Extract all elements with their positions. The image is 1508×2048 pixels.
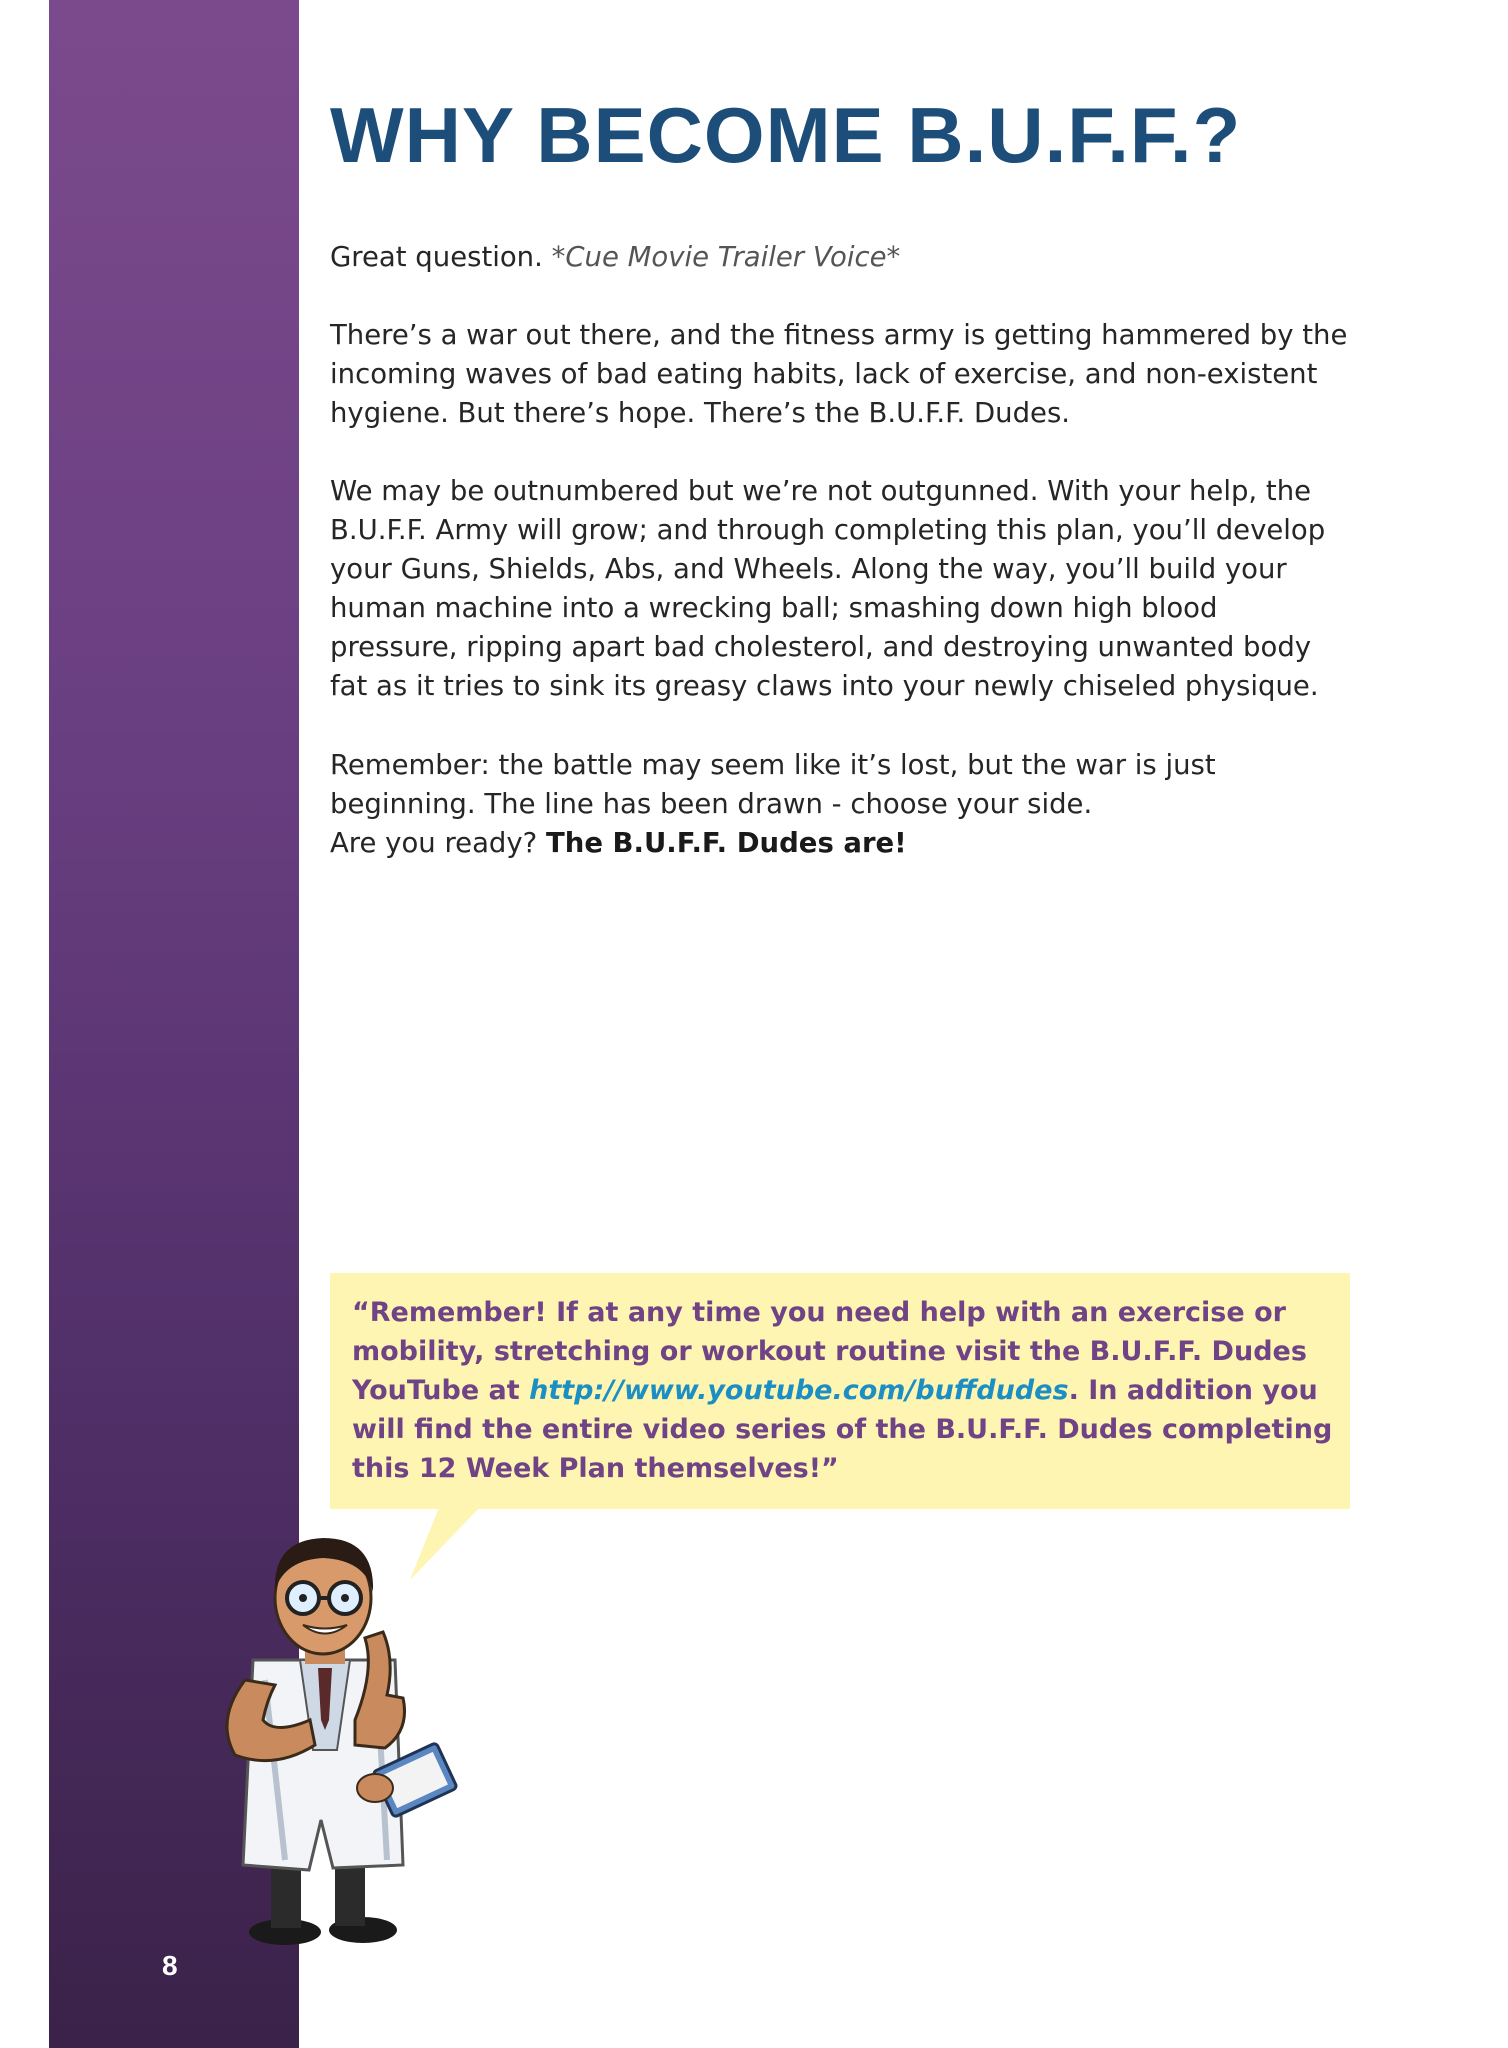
- closing-text: Are you ready?: [330, 827, 546, 859]
- callout-text: [352, 1293, 1337, 1488]
- callout-text-after: . In addition you will find the entire video series of the B.U.F.F. Dudes completing this 12 Week Plan themselves!”: [352, 1375, 1333, 1484]
- closing-paragraph: [330, 824, 907, 863]
- paragraph-outnumbered: We may be outnumbered but we’re not outgunned. With your help, the B.U.F.F. Army will grow; and through completing this plan, you’ll develop your Guns, Shields, Abs, and Wheels. Along the way, you’ll build your human machine into a wrecking ball; smashing down high blood pressure, ripping apart bad cholesterol, and destroying unwanted body fat as it tries to sink its greasy claws into your newly chiseled physique.: [330, 475, 1326, 702]
- page-title: WHY BECOME B.U.F.F.?: [330, 91, 1242, 179]
- intro-paragraph: [330, 238, 900, 277]
- youtube-link[interactable]: http://www.youtube.com/buffdudes: [529, 1375, 1069, 1406]
- main-content: [330, 90, 1350, 859]
- paragraph-war: There’s a war out there, and the fitness army is getting hammered by the incoming waves of bad eating habits, lack of exercise, and non-existent hygiene. But there’s hope. There’s the B.U.F.F. Dudes.: [330, 319, 1348, 429]
- closing-bold: The B.U.F.F. Dudes are!: [546, 827, 907, 859]
- page-number: 8: [162, 1950, 178, 1981]
- intro-italic: *Cue Movie Trailer Voice*: [551, 241, 901, 273]
- callout-text-before: “Remember! If at any time you need help with an exercise or mobility, stretching or workout routine visit the B.U.F.F. Dudes YouTube at: [352, 1297, 1307, 1406]
- callout-box: [330, 1273, 1350, 1509]
- intro-text: Great question.: [330, 241, 552, 273]
- paragraph-remember: Remember: the battle may seem like it’s lost, but the war is just beginning. The line has been drawn - choose your side.: [330, 749, 1216, 820]
- doctor-mascot-icon: [205, 1520, 485, 1950]
